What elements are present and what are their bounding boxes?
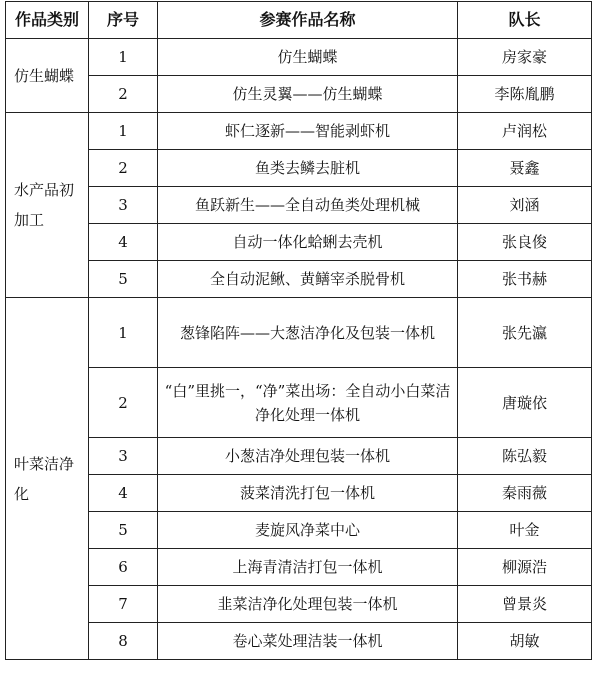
number-cell: 1 xyxy=(89,39,158,76)
table-row xyxy=(6,298,592,368)
leader-cell: 陈弘毅 xyxy=(458,438,592,475)
table-row xyxy=(6,39,592,76)
table-row xyxy=(6,512,592,549)
leader-cell: 胡敏 xyxy=(458,623,592,660)
work-name-cell: 鱼类去鳞去脏机 xyxy=(158,150,458,187)
leader-cell: 张良俊 xyxy=(458,224,592,261)
category-cell: 叶菜洁净化 xyxy=(6,298,89,660)
table-row xyxy=(6,438,592,475)
work-name-cell: 麦旋风净菜中心 xyxy=(158,512,458,549)
number-cell: 3 xyxy=(89,187,158,224)
table-row xyxy=(6,261,592,298)
number-cell: 1 xyxy=(89,113,158,150)
number-cell: 8 xyxy=(89,623,158,660)
work-name-cell: 虾仁逐新——智能剥虾机 xyxy=(158,113,458,150)
leader-cell: 刘涵 xyxy=(458,187,592,224)
header-leader: 队长 xyxy=(458,2,592,39)
leader-cell: 张书赫 xyxy=(458,261,592,298)
category-cell: 水产品初加工 xyxy=(6,113,89,298)
header-category: 作品类别 xyxy=(6,2,89,39)
competition-table xyxy=(5,1,592,660)
number-cell: 2 xyxy=(89,76,158,113)
work-name-cell: 仿生灵翼——仿生蝴蝶 xyxy=(158,76,458,113)
number-cell: 4 xyxy=(89,224,158,261)
table-row xyxy=(6,549,592,586)
leader-cell: 唐璇依 xyxy=(458,368,592,438)
number-cell: 2 xyxy=(89,368,158,438)
leader-cell: 聂鑫 xyxy=(458,150,592,187)
header-work-name: 参赛作品名称 xyxy=(158,2,458,39)
number-cell: 1 xyxy=(89,298,158,368)
work-name-cell: 小葱洁净处理包装一体机 xyxy=(158,438,458,475)
work-name-cell: “白”里挑一，“净”菜出场：全自动小白菜洁净化处理一体机 xyxy=(158,368,458,438)
work-name-cell: 卷心菜处理洁装一体机 xyxy=(158,623,458,660)
leader-cell: 柳源浩 xyxy=(458,549,592,586)
table-row xyxy=(6,475,592,512)
leader-cell: 房家豪 xyxy=(458,39,592,76)
number-cell: 5 xyxy=(89,512,158,549)
leader-cell: 张先瀛 xyxy=(458,298,592,368)
table-row xyxy=(6,76,592,113)
leader-cell: 李陈胤鹏 xyxy=(458,76,592,113)
work-name-cell: 自动一体化蛤蜊去壳机 xyxy=(158,224,458,261)
work-name-cell: 鱼跃新生——全自动鱼类处理机械 xyxy=(158,187,458,224)
table-row xyxy=(6,224,592,261)
table-row xyxy=(6,113,592,150)
leader-cell: 叶金 xyxy=(458,512,592,549)
table-row xyxy=(6,150,592,187)
leader-cell: 曾景炎 xyxy=(458,586,592,623)
work-name-cell: 仿生蝴蝶 xyxy=(158,39,458,76)
work-name-cell: 韭菜洁净化处理包装一体机 xyxy=(158,586,458,623)
header-row xyxy=(6,2,592,39)
number-cell: 6 xyxy=(89,549,158,586)
leader-cell: 秦雨薇 xyxy=(458,475,592,512)
number-cell: 5 xyxy=(89,261,158,298)
work-name-cell: 菠菜清洗打包一体机 xyxy=(158,475,458,512)
number-cell: 4 xyxy=(89,475,158,512)
leader-cell: 卢润松 xyxy=(458,113,592,150)
number-cell: 3 xyxy=(89,438,158,475)
work-name-cell: 上海青清洁打包一体机 xyxy=(158,549,458,586)
table-row xyxy=(6,586,592,623)
number-cell: 7 xyxy=(89,586,158,623)
table-row xyxy=(6,623,592,660)
number-cell: 2 xyxy=(89,150,158,187)
table-row xyxy=(6,187,592,224)
header-number: 序号 xyxy=(89,2,158,39)
table-row xyxy=(6,368,592,438)
work-name-cell: 全自动泥鳅、黄鳝宰杀脱骨机 xyxy=(158,261,458,298)
work-name-cell: 葱锋陷阵——大葱洁净化及包装一体机 xyxy=(158,298,458,368)
category-cell: 仿生蝴蝶 xyxy=(6,39,89,113)
